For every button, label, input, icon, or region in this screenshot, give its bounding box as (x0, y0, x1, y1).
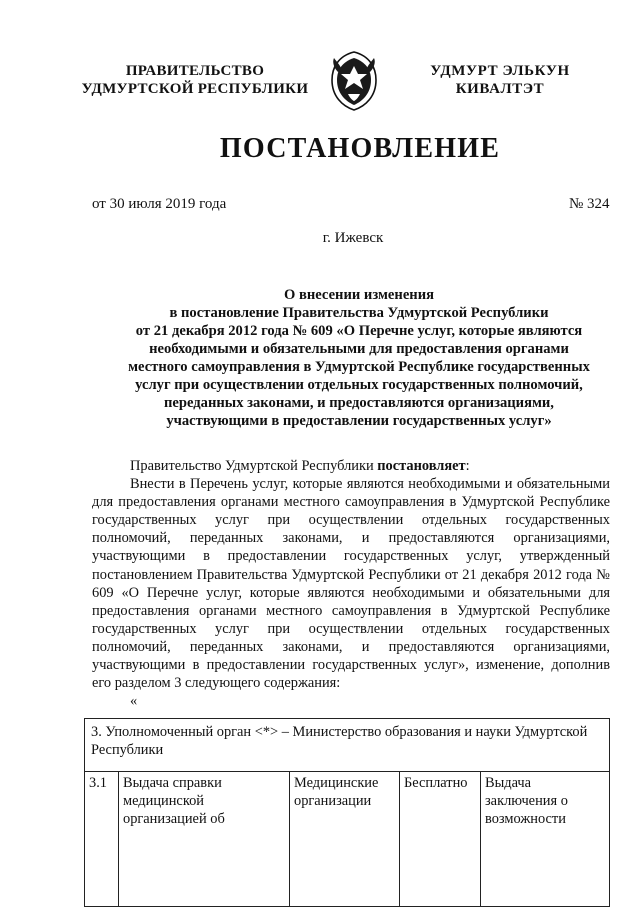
header-right-line2: КИВАЛТЭТ (455, 81, 545, 97)
document-title (92, 286, 626, 430)
cell-result: Выдача заключения о возможности (481, 772, 610, 907)
title-line: необходимыми и обязательными для предоставления органами (149, 341, 569, 357)
header-left-org (60, 62, 330, 98)
title-line: в постановление Правительства Удмуртской Республики (169, 305, 549, 321)
document-type-heading: ПОСТАНОВЛЕНИЕ (219, 133, 501, 164)
document-date: от 30 июля 2019 года (92, 196, 227, 212)
document-body (92, 457, 610, 710)
header-right-org (400, 62, 600, 98)
title-line: услуг при осуществлении отдельных государственных полномочий, (135, 377, 583, 393)
document-number: № 324 (569, 196, 610, 212)
document-city: г. Ижевск (322, 230, 384, 246)
body-intro (92, 457, 610, 475)
cell-service: Выдача справки медицинской организацией об (119, 772, 290, 907)
title-line: участвующими в предоставлении государственных услуг» (166, 413, 552, 429)
intro-bold-verb: постановляет (377, 458, 466, 474)
cell-provider: Медицинские организации (290, 772, 400, 907)
title-line: местного самоуправления в Удмуртской Республике государственных (128, 359, 590, 375)
udmurt-coat-of-arms-icon (328, 50, 380, 112)
header-left-line1: ПРАВИТЕЛЬСТВО (125, 63, 265, 79)
quote-open-mark: « (130, 693, 138, 710)
header-right-line1: УДМУРТ ЭЛЬКУН (430, 63, 570, 79)
title-line: переданных законами, и предоставляются организациями, (164, 395, 554, 411)
title-line: О внесении изменения (283, 287, 435, 303)
cell-number: 3.1 (85, 772, 119, 907)
body-paragraph: Внести в Перечень услуг, которые являются необходимыми и обязательными для предоставления органами местного самоуправления в Удмуртской Республике государственных услуг при осуществлении отдельных государственных полномочий, переданных законами, и предоставляются организациями, участвующими в предоставлении государственных услуг, утвержденный постановлением Правительства Удмуртской Республики от 21 декабря 2012 года № 609 «О Перечне услуг, которые являются необходимыми и обязательными для предоставления органами местного самоуправления в Удмуртской Республике государственных услуг при осуществлении отдельных государственных полномочий, переданных законами, и предоставляются организациями, участвующими в предоставлении государственных услуг», изменение, дополнив его разделом 3 следующего содержания: (92, 476, 610, 692)
title-line: от 21 декабря 2012 года № 609 «О Перечне услуг, которые являются (135, 323, 583, 339)
table-section-header: 3. Уполномоченный орган <*> – Министерство образования и науки Удмуртской Республики (85, 719, 610, 772)
cell-cost: Бесплатно (400, 772, 481, 907)
services-table (84, 718, 610, 907)
header-left-line2: УДМУРТСКОЙ РЕСПУБЛИКИ (81, 81, 309, 97)
intro-colon: : (465, 458, 470, 474)
intro-text: Правительство Удмуртской Республики (130, 458, 378, 474)
table-row (85, 772, 610, 907)
